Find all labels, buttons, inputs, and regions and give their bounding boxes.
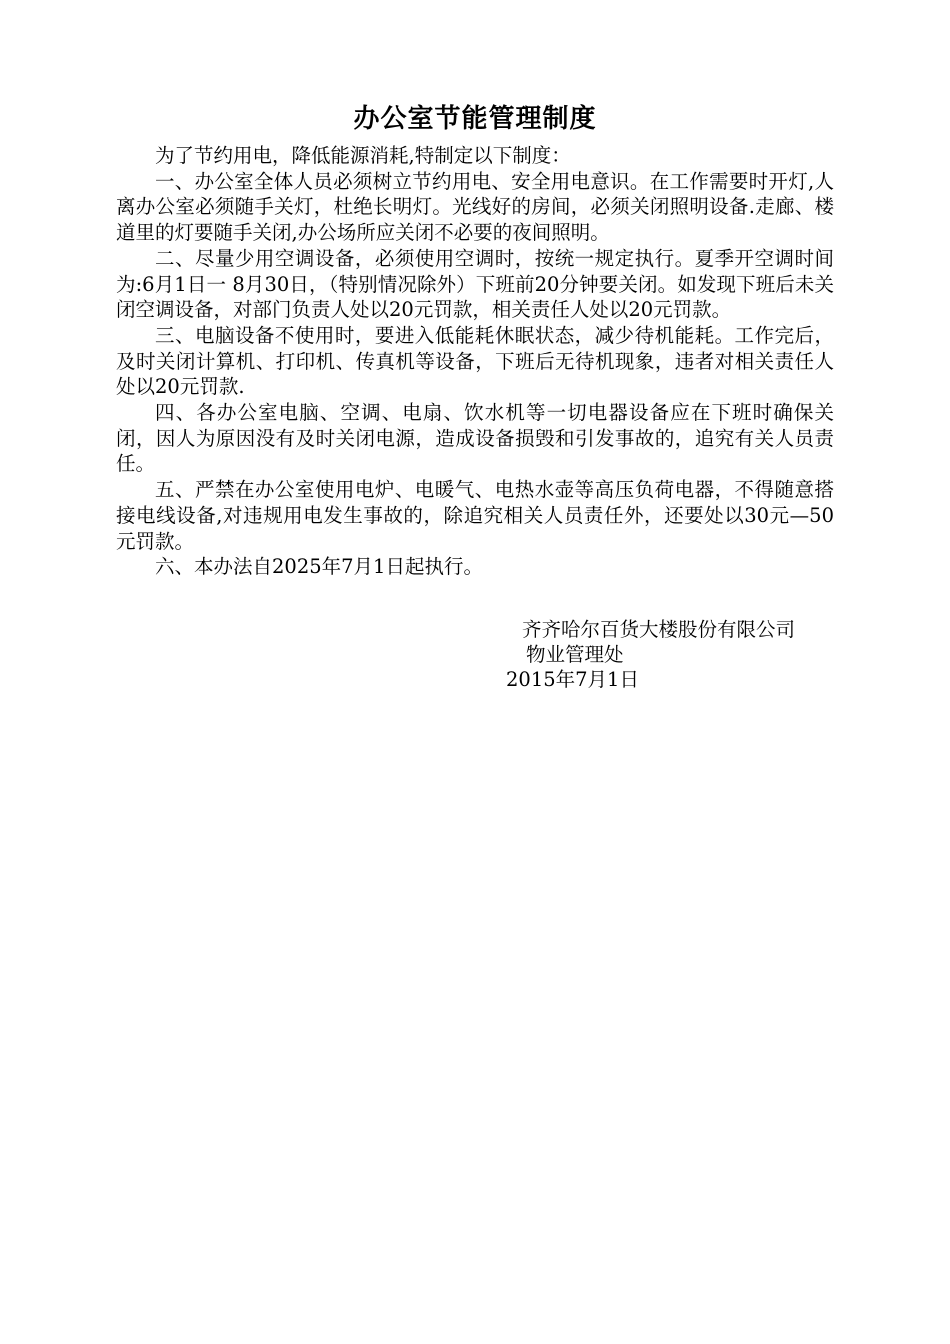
document-body <box>116 143 834 580</box>
signature-date: 2015年7月1日 <box>506 668 639 691</box>
rule-paragraph-3: 三、电脑设备不使用时，要进入低能耗休眠状态，减少待机能耗。工作完后，及时关闭计算机、打印机、传真机等设备，下班后无待机现象，违者对相关责任人处以20元罚款. <box>116 323 834 399</box>
rule-paragraph-6: 六、本办法自2025年7月1日起执行。 <box>155 555 483 579</box>
signature-department: 物业管理处 <box>526 643 624 666</box>
rule-paragraph-2: 二、尽量少用空调设备，必须使用空调时，按统一规定执行。夏季开空调时间为:6月1日一 8月30日，（特别情况除外）下班前20分钟要关闭。如发现下班后未关闭空调设备，对部门负责人处以20元罚款，相关责任人处以20元罚款。 <box>116 246 834 322</box>
rule-paragraph-1: 一、办公室全体人员必须树立节约用电、安全用电意识。在工作需要时开灯,人离办公室必须随手关灯，杜绝长明灯。光线好的房间，必须关闭照明设备.走廊、楼道里的灯要随手关闭,办公场所应关闭不必要的夜间照明。 <box>116 169 834 245</box>
signature-company: 齐齐哈尔百货大楼股份有限公司 <box>522 618 796 641</box>
rule-paragraph-5: 五、严禁在办公室使用电炉、电暖气、电热水壶等高压负荷电器，不得随意搭接电线设备,对违规用电发生事故的，除追究相关人员责任外，还要处以30元—50元罚款。 <box>116 478 834 553</box>
document-title: 办公室节能管理制度 <box>353 104 597 134</box>
intro-paragraph: 为了节约用电，降低能源消耗,特制定以下制度： <box>155 144 571 167</box>
rule-paragraph-4: 四、各办公室电脑、空调、电扇、饮水机等一切电器设备应在下班时确保关闭，因人为原因没有及时关闭电源，造成设备损毁和引发事故的，追究有关人员责任。 <box>116 401 834 476</box>
